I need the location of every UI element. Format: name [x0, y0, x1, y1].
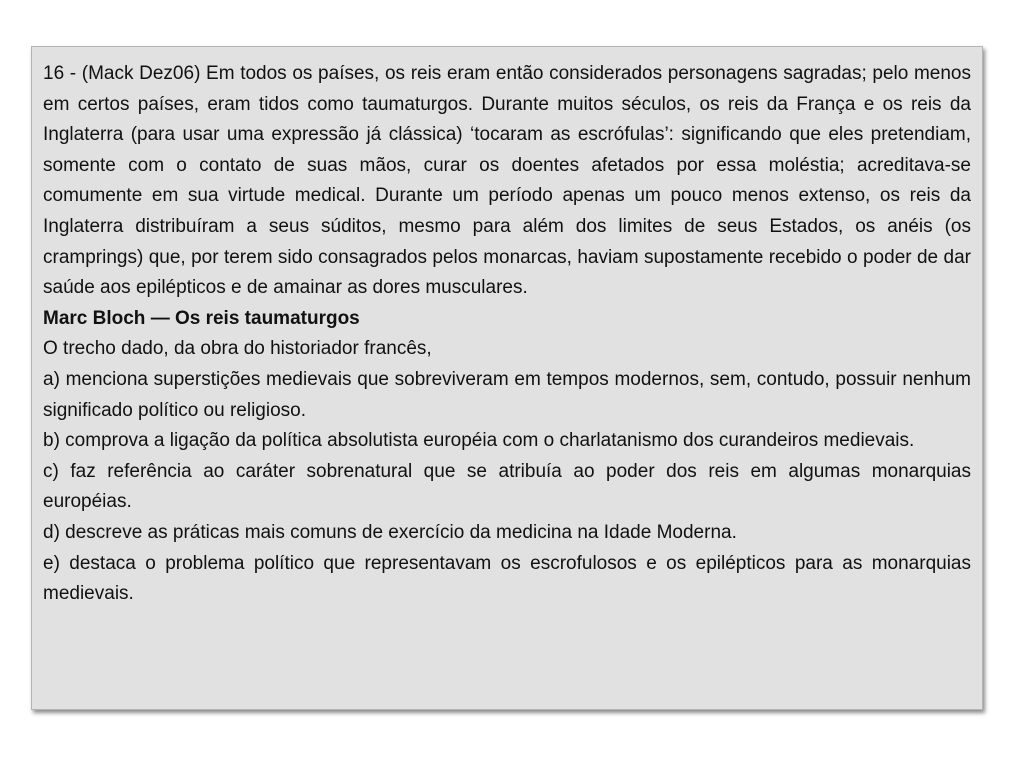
question-statement: 16 - (Mack Dez06) Em todos os países, os reis eram então considerados personagens sagradas; pelo menos em certos países, eram tidos como taumaturgos. Durante muitos séculos, os reis da França e os reis da Inglaterra (para usar uma expressão já clássica) ‘tocaram as escrófulas’: significando que eles pretendiam, somente com o contato de suas mãos, curar os doentes afetados por essa moléstia; acreditava-se comumente em sua virtude medical. Durante um período apenas um pouco menos extenso, os reis da Inglaterra distribuíram a seus súditos, mesmo para além dos limites de seus Estados, os anéis (os cramprings) que, por terem sido consagrados pelos monarcas, haviam supostamente recebido o poder de dar saúde aos epilépticos e de amainar as dores musculares.: [43, 63, 971, 299]
option-e: e) destaca o problema político que representavam os escrofulosos e os epilépticos para as monarquias medievais.: [43, 552, 971, 605]
option-b: b) comprova a ligação da política absolutista européia com o charlatanismo dos curandeiros medievais.: [43, 430, 915, 452]
option-a: a) menciona superstições medievais que sobreviveram em tempos modernos, sem, contudo, possuir nenhum significado político ou religioso.: [43, 368, 971, 421]
option-d: d) descreve as práticas mais comuns de exercício da medicina na Idade Moderna.: [43, 521, 737, 543]
source-citation: Marc Bloch — Os reis taumaturgos: [43, 307, 360, 329]
question-text-box: [31, 46, 983, 710]
option-c: c) faz referência ao caráter sobrenatural que se atribuía ao poder dos reis em algumas monarquias européias.: [43, 460, 971, 513]
question-prompt: O trecho dado, da obra do historiador francês,: [43, 338, 432, 360]
